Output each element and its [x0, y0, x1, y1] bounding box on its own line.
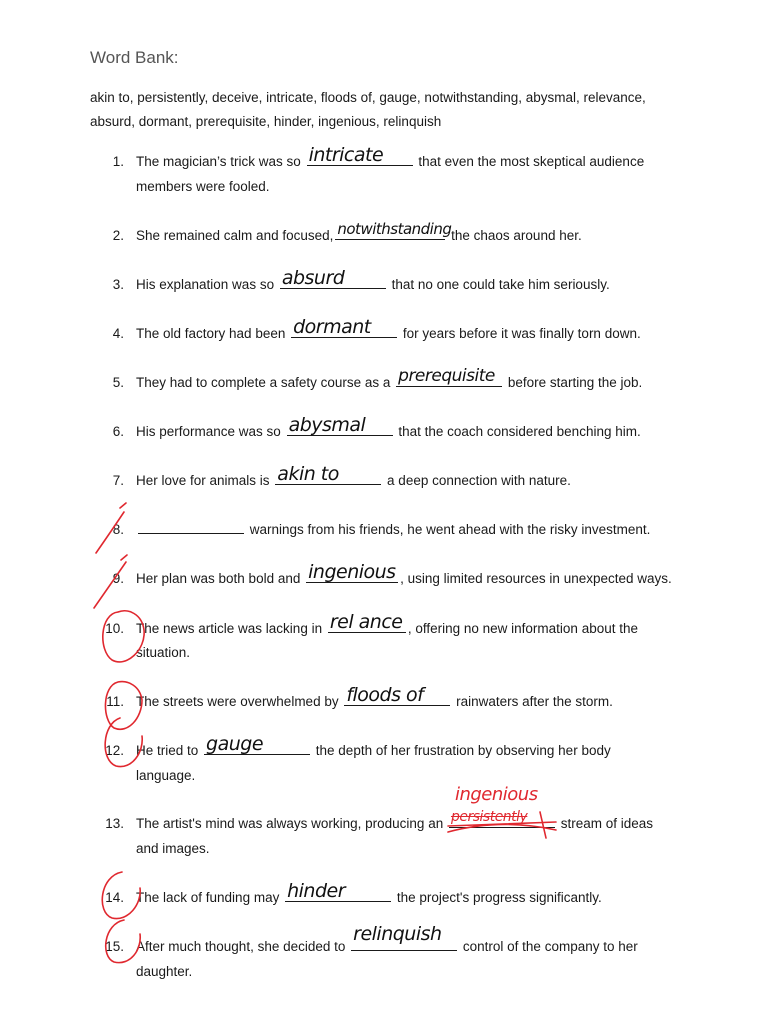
question-text: He tried to — [136, 743, 203, 758]
question-number: 11. — [106, 694, 124, 709]
question-text-after: for years before it was finally torn down. — [399, 326, 641, 341]
question-text-after: before starting the job. — [504, 375, 643, 390]
red-circle-12 — [105, 718, 142, 767]
question-number: 1. — [112, 154, 124, 169]
question-text-after: that even the most skeptical audience — [414, 154, 645, 169]
question-text-after: that the coach considered benching him. — [394, 424, 641, 439]
question-text: Her love for animals is — [136, 473, 274, 488]
question-text: The old factory had been — [136, 326, 290, 341]
question-number: 4. — [112, 326, 124, 341]
page-title: Word Bank: — [90, 48, 179, 67]
question-text-after: the chaos around her. — [447, 228, 582, 243]
handwritten-answer: gauge — [206, 732, 264, 755]
question-text: After much thought, she decided to — [136, 939, 350, 954]
question-number: 12. — [105, 743, 124, 758]
red-correction: ingenious — [454, 783, 538, 805]
handwritten-answer: prerequisite — [398, 365, 495, 386]
question-text: The lack of funding may — [136, 890, 284, 905]
red-circle-10 — [103, 611, 144, 662]
red-slash-mark-9 — [94, 555, 127, 608]
question-text: His performance was so — [136, 424, 285, 439]
red-circle-14 — [102, 872, 140, 919]
question-text: His explanation was so — [136, 277, 278, 292]
handwritten-answer: absurd — [281, 266, 345, 289]
handwritten-answer: abysmal — [288, 413, 366, 436]
handwritten-answer: floods of — [346, 683, 424, 706]
handwritten-answer: akin to — [277, 462, 339, 485]
red-circle-11 — [105, 682, 142, 730]
handwritten-answer: hinder — [287, 879, 346, 902]
question-text: Her plan was both bold and — [136, 571, 305, 586]
question-text-after: stream of ideas — [556, 816, 654, 831]
question-number: 5. — [112, 375, 124, 390]
question-text-after: that no one could take him seriously. — [387, 277, 610, 292]
red-slash-mark-8 — [96, 503, 126, 553]
question-text: The streets were overwhelmed by — [136, 694, 343, 709]
question-number: 3. — [112, 277, 124, 292]
question-number: 14. — [105, 890, 124, 905]
question-number: 13. — [105, 816, 124, 831]
question-number: 7. — [112, 473, 124, 488]
question-text-after: a deep connection with nature. — [383, 473, 571, 488]
crossed-out-answer: persistently — [450, 808, 528, 825]
red-circle-15 — [106, 920, 141, 963]
question-number: 9. — [112, 571, 124, 586]
question-text: The magician’s trick was so — [136, 154, 305, 169]
question-number: 10. — [105, 621, 124, 636]
question-text-after: rainwaters after the storm. — [452, 694, 613, 709]
word-bank-line-2: absurd, dormant, prerequisite, hinder, ingenious, relinquish — [90, 114, 442, 129]
question-number: 6. — [112, 424, 124, 439]
question-text-after: warnings from his friends, he went ahead with the risky investment. — [246, 522, 651, 537]
handwritten-answer: ingenious — [308, 560, 396, 583]
question-text: They had to complete a safety course as a — [136, 375, 395, 390]
question-text-after: , offering no new information about the — [407, 621, 638, 636]
question-text: The artist's mind was always working, producing an — [136, 816, 447, 831]
handwritten-answer: notwithstanding — [337, 219, 452, 238]
question-text-after: the project's progress significantly. — [393, 890, 602, 905]
handwritten-answer: relinquish — [353, 922, 442, 945]
question-number: 15. — [105, 939, 124, 954]
question-number: 8. — [112, 522, 124, 537]
question-text: She remained calm and focused, — [136, 228, 334, 243]
handwritten-answer: intricate — [308, 143, 384, 166]
handwritten-answer: rel ance — [329, 610, 403, 633]
question-text-after: , using limited resources in unexpected ways. — [400, 571, 672, 586]
question-number: 2. — [112, 228, 124, 243]
question-text-after: control of the company to her — [459, 939, 638, 954]
question-text-after: the depth of her frustration by observing her body — [312, 743, 611, 758]
red-strike-13 — [448, 812, 556, 838]
handwritten-answer: dormant — [293, 315, 371, 338]
question-text: The news article was lacking in — [136, 621, 326, 636]
word-bank-line-1: akin to, persistently, deceive, intricate, floods of, gauge, notwithstanding, abysmal, relevance, — [90, 90, 646, 105]
